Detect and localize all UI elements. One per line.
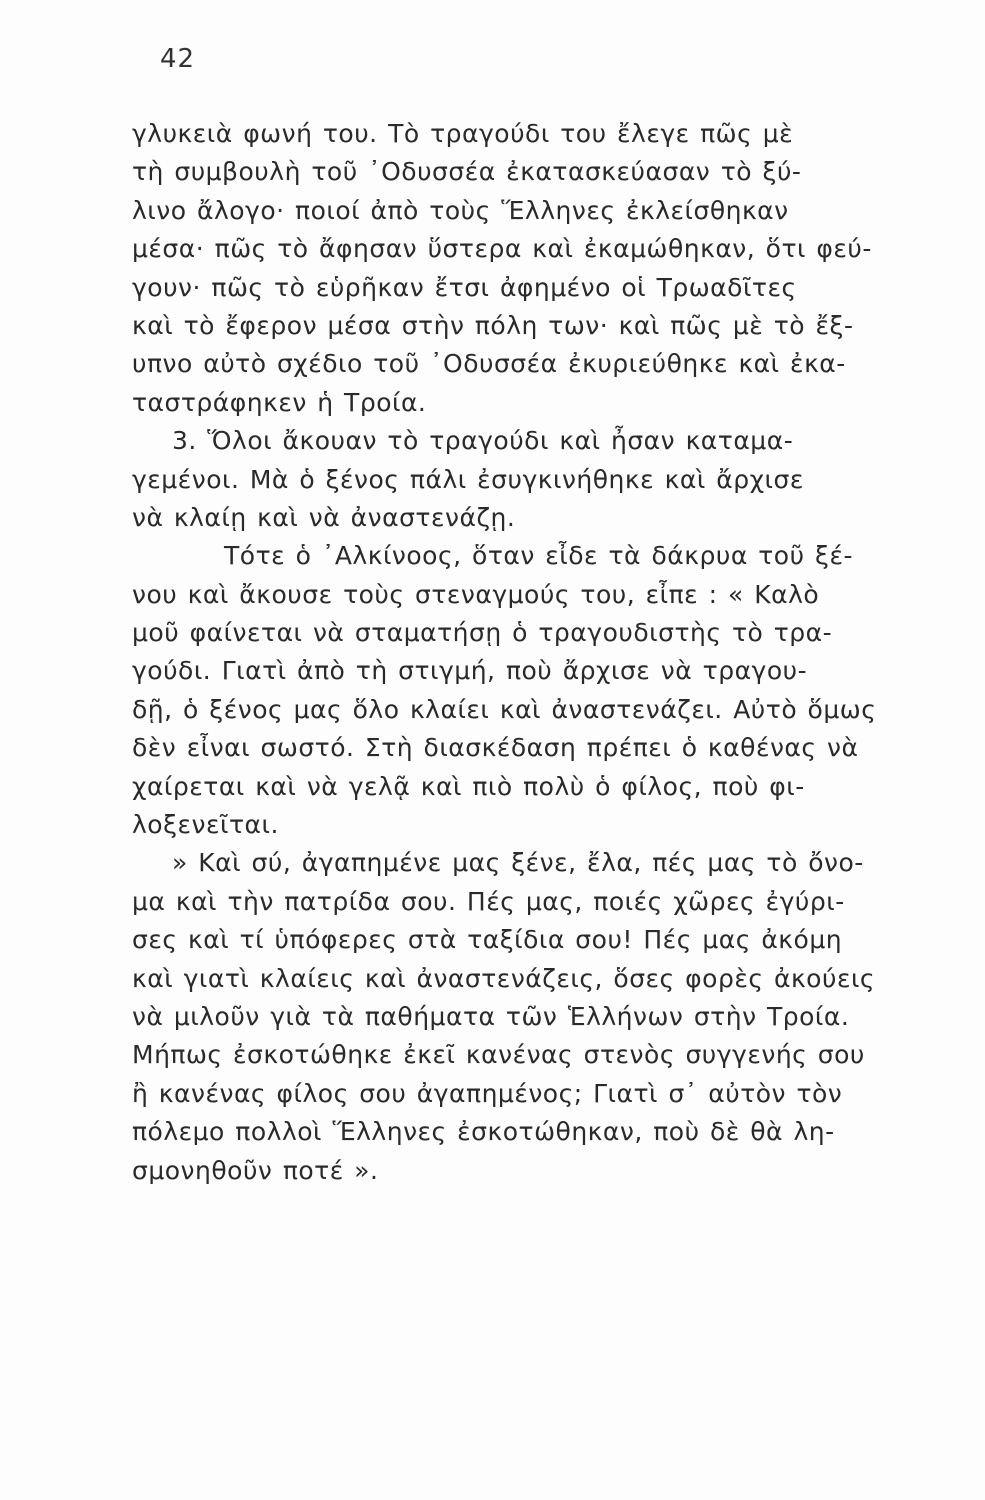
text-line: καὶ γιατὶ κλαίεις καὶ ἀναστενάζεις, ὅσες φορὲς ἀκούεις <box>132 963 876 993</box>
text-line: γεμένοι. Μὰ ὁ ξένος πάλι ἐσυγκινήθηκε καὶ ἄρχισε <box>132 464 804 494</box>
text-line: γούδι. Γιατὶ ἀπὸ τὴ στιγμή, ποὺ ἄρχισε νὰ τραγου- <box>132 656 808 686</box>
text-line: γουν· πῶς τὸ εὑρῆκαν ἔτσι ἀφημένο οἱ Τρωαδῖτες <box>132 272 797 302</box>
text-line: μέσα· πῶς τὸ ἄφησαν ὕστερα καὶ ἐκαμώθηκαν, ὅτι φεύ- <box>132 234 872 264</box>
text-line: νὰ κλαίῃ καὶ νὰ ἀναστενάζῃ. <box>132 502 516 532</box>
text-line: χαίρεται καὶ νὰ γελᾷ καὶ πιὸ πολὺ ὁ φίλος, ποὺ φι- <box>132 771 805 801</box>
text-line: λοξενεῖται. <box>132 810 279 840</box>
text-line-quote-start: » Καὶ σύ, ἀγαπημένε μας ξένε, ἔλα, πές μας τὸ ὄνο- <box>172 848 864 878</box>
text-line-section-3: 3. Ὅλοι ἄκουαν τὸ τραγούδι καὶ ἦσαν καταμα- <box>172 426 794 456</box>
text-line: δῇ, ὁ ξένος μας ὅλο κλαίει καὶ ἀναστενάζει. Αὐτὸ ὅμως <box>132 694 877 724</box>
text-line: σμονηθοῦν ποτέ ». <box>132 1155 379 1185</box>
text-line: δὲν εἶναι σωστό. Στὴ διασκέδαση πρέπει ὁ καθένας νὰ <box>132 733 859 763</box>
text-line: ταστράφηκεν ἡ Τροία. <box>132 387 427 417</box>
text-line: τὴ συμβουλὴ τοῦ ᾿Οδυσσέα ἐκατασκεύασαν τὸ ξύ- <box>132 157 802 187</box>
text-line: Μήπως ἐσκοτώθηκε ἐκεῖ κανένας στενὸς συγγενής σου <box>132 1040 865 1070</box>
text-line: γλυκειὰ φωνή του. Τὸ τραγούδι του ἔλεγε πῶς μὲ <box>132 119 794 148</box>
body-text <box>132 115 950 1190</box>
text-line: μα καὶ τὴν πατρίδα σου. Πές μας, ποιές χῶρες ἐγύρι- <box>132 886 845 916</box>
text-line: σες καὶ τί ὑπόφερες στὰ ταξίδια σου! Πές μας ἀκόμη <box>132 925 843 955</box>
text-line-paragraph-start: Τότε ὁ ᾿Αλκίνοος, ὅταν εἶδε τὰ δάκρυα τοῦ ξέ- <box>224 541 853 571</box>
text-line: λινο ἄλογο· ποιοί ἀπὸ τοὺς Ἕλληνες ἐκλείσθηκαν <box>132 195 789 225</box>
text-line: καὶ τὸ ἔφερον μέσα στὴν πόλη των· καὶ πῶς μὲ τὸ ἔξ- <box>132 310 854 340</box>
text-line: υπνο αὐτὸ σχέδιο τοῦ ᾿Οδυσσέα ἐκυριεύθηκε καὶ ἐκα- <box>132 349 846 379</box>
text-line: νου καὶ ἄκουσε τοὺς στεναγμούς του, εἶπε : « Καλὸ <box>132 579 820 609</box>
text-line: ἢ κανένας φίλος σου ἀγαπημένος; Γιατὶ σ᾿ αὐτὸν τὸν <box>132 1078 843 1108</box>
text-line: νὰ μιλοῦν γιὰ τὰ παθήματα τῶν Ἑλλήνων στὴν Τροία. <box>132 1001 850 1031</box>
page-number: 42 <box>160 44 196 74</box>
text-line: μοῦ φαίνεται νὰ σταματήσῃ ὁ τραγουδιστὴς τὸ τρα- <box>132 618 833 648</box>
text-line: πόλεμο πολλοὶ Ἕλληνες ἐσκοτώθηκαν, ποὺ δὲ θὰ λη- <box>132 1117 835 1147</box>
